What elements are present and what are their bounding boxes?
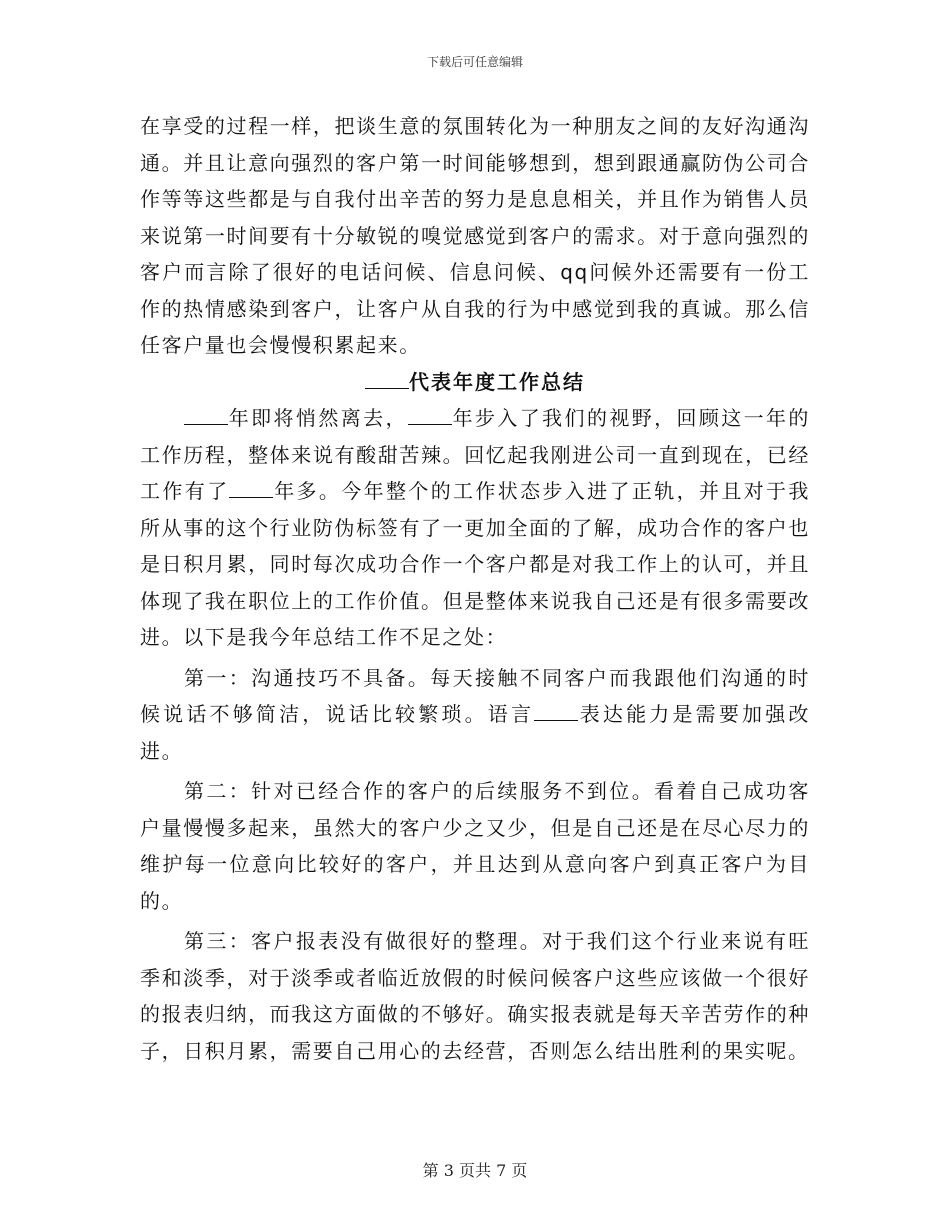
paragraph-intro-part-2: 年步入了我们的视野，回顾这一年的工作历程，整体来说有酸甜苦辣。回忆起我刚进公司一直到现在，已经工作有了: [140, 406, 810, 503]
page-number: 第 3 页共 7 页: [422, 1161, 528, 1180]
section-title: [140, 364, 810, 401]
section-title-text: 代表年度工作总结: [409, 369, 585, 394]
fill-blank: [365, 370, 409, 389]
paragraph-point-1-part-2: 表达能力是需要加强改进。: [140, 702, 811, 763]
paragraph-intro-part-3: 年多。今年整个的工作状态步入进了正轨，并且对于我所从事的这个行业防伪标签有了一更加全面的了解，成功合作的客户也是日积月累，同时每次成功合作一个客户都是对我工作上的认可，并且体现了我在职位上的工作价值。但是整体来说我自己还是有很多需要改进。以下是我今年总结工作不足之处：: [140, 479, 810, 649]
fill-blank: [534, 702, 578, 721]
fill-blank: [229, 479, 273, 498]
fill-blank: [184, 406, 228, 425]
paragraph-point-2: 第二：针对已经合作的客户的后续服务不到位。看着自己成功客户量慢慢多起来，虽然大的客户少之又少，但是自己还是在尽心尽力的维护每一位意向比较好的客户，并且达到从意向客户到真正客户为目的。: [140, 779, 810, 913]
document-body: [140, 108, 810, 1069]
paragraph-continuation: 在享受的过程一样，把谈生意的氛围转化为一种朋友之间的友好沟通沟通。并且让意向强烈的客户第一时间能够想到，想到跟通赢防伪公司合作等等这些都是与自我付出辛苦的努力是息息相关，并且作为销售人员来说第一时间要有十分敏锐的嗅觉感觉到客户的需求。对于意向强烈的客户而言除了很好的电话问候、信息问候、qq问候外还需要有一份工作的热情感染到客户，让客户从自我的行为中感觉到我的真诚。那么信任客户量也会慢慢积累起来。: [140, 114, 810, 357]
paragraph-point-1-part-1: 第一：沟通技巧不具备。每天接触不同客户而我跟他们沟通的时候说话不够简洁，说话比较繁琐。语言: [140, 665, 810, 726]
paragraph-intro-part-1: 年即将悄然离去，: [228, 406, 408, 430]
paragraph-intro: [140, 400, 810, 656]
paragraph-point-3: 第三：客户报表没有做很好的整理。对于我们这个行业来说有旺季和淡季，对于淡季或者临近放假的时候问候客户这些应该做一个很好的报表归纳，而我这方面做的不够好。确实报表就是每天辛苦劳作的种子，日积月累，需要自己用心的去经营，否则怎么结出胜利的果实呢。: [140, 929, 810, 1063]
fill-blank: [408, 406, 452, 425]
page-header: 下载后可任意编辑: [426, 55, 523, 69]
paragraph-point-1: [140, 660, 810, 770]
